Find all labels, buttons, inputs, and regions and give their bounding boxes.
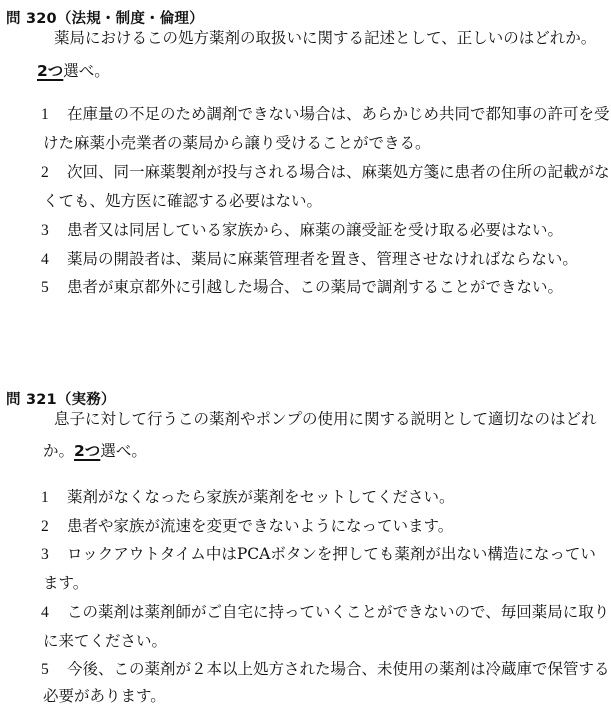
choice-text-line1: 患者や家族が流速を変更できないようになっています。 xyxy=(67,517,454,535)
choice-text-line1: 薬局の開設者は、薬局に麻薬管理者を置き、管理させなければならない。 xyxy=(67,250,578,268)
choice-text-line1: 今後、この薬剤が２本以上処方された場合、未使用の薬剤は冷蔵庫で保管する xyxy=(67,660,610,678)
choice-number: 5 xyxy=(41,279,49,296)
question-321-prompt-head: か。 xyxy=(43,442,75,460)
question-320-prompt-line1: 薬局におけるこの処方薬剤の取扱いに関する記述として、正しいのはどれか。 xyxy=(54,29,597,47)
choice-text-line1: ロックアウトタイム中はPCAボタンを押しても薬剤が出ない構造になってい xyxy=(67,545,596,563)
question-320-prompt-line2 xyxy=(37,57,110,86)
question-321-prompt-line1: 息子に対して行うこの薬剤やポンプの使用に関する説明として適切なのはどれ xyxy=(54,410,597,428)
question-321-prompt-tail: 選べ。 xyxy=(100,442,147,460)
question-321-heading: 問 321（実務） xyxy=(6,392,116,408)
choice-text-line2: けた麻薬小売業者の薬局から譲り受けることができる。 xyxy=(43,134,431,152)
choice-text-line1: 患者又は同居している家族から、麻薬の譲受証を受け取る必要はない。 xyxy=(67,221,564,239)
choice-text-line2: に来てください。 xyxy=(43,632,168,650)
choice-text-line1: 薬剤がなくなったら家族が薬剤をセットしてください。 xyxy=(67,488,455,506)
choice-text-line2: 必要があります。 xyxy=(43,687,166,705)
choice-text-line1: 次回、同一麻薬製剤が投与される場合は、麻薬処方箋に患者の住所の記載がな xyxy=(67,163,610,181)
choice-text-line1: 患者が東京都外に引越した場合、この薬局で調剤することができない。 xyxy=(67,278,564,296)
question-320-prompt-tail: 選べ。 xyxy=(63,62,110,80)
question-321-emphasis: 2つ xyxy=(74,442,101,460)
choice-text-line1: この薬剤は薬剤師がご自宅に持っていくことができないので、毎回薬局に取り xyxy=(67,603,610,621)
choice-number: 4 xyxy=(41,604,49,621)
question-320-emphasis: 2つ xyxy=(37,62,64,80)
choice-number: 2 xyxy=(41,518,49,535)
choice-number: 4 xyxy=(41,251,49,268)
question-320-heading: 問 320（法規・制度・倫理） xyxy=(6,11,204,27)
choice-text-line2: くても、処方医に確認する必要はない。 xyxy=(43,192,323,210)
choice-number: 2 xyxy=(41,164,49,181)
choice-number: 5 xyxy=(41,661,49,678)
choice-number: 1 xyxy=(41,106,49,123)
choice-text-line1: 在庫量の不足のため調剤できない場合は、あらかじめ共同で都知事の許可を受 xyxy=(67,105,610,123)
choice-number: 3 xyxy=(41,546,49,563)
choice-text-line2: ます。 xyxy=(43,574,89,592)
question-321-prompt-line2 xyxy=(43,437,147,466)
choice-number: 1 xyxy=(41,489,49,506)
choice-number: 3 xyxy=(41,222,49,239)
